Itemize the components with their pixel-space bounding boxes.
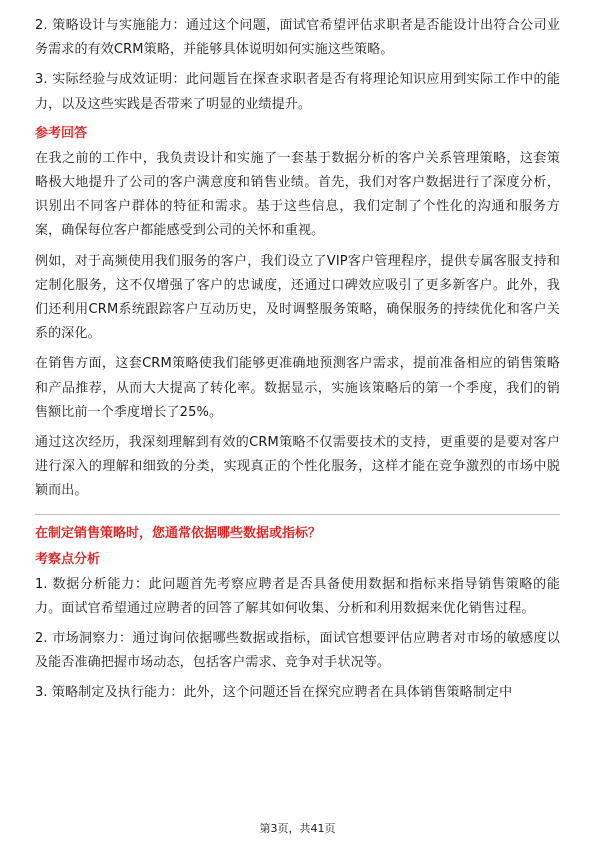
analysis-point: 2. 市场洞察力：通过询问依据哪些数据或指标，面试官想要评估应聘者对市场的敏感度以及能否准确把握市场动态，包括客户需求、竞争对手状况等。 [35,631,560,671]
analysis-point: 1. 数据分析能力：此问题首先考察应聘者是否具备使用数据和指标来指导销售策略的能力。面试官希望通过应聘者的回答了解其如何收集、分析和利用数据来优化销售过程。 [35,576,560,616]
answer-paragraph: 通过这次经历，我深刻理解到有效的CRM策略不仅需要技术的支持，更重要的是要对客户进行深入的理解和细致的分类，实现真正的个性化服务，这样才能在竞争激烈的市场中脱颖而出。 [35,435,560,499]
point-item: 2. 策略设计与实施能力：通过这个问题，面试官希望评估求职者是否能设计出符合公司业务需求的有效CRM策略，并能够具体说明如何实施这些策略。 [35,18,560,58]
top-points [35,14,560,504]
document-body [35,14,560,712]
reference-answer-heading: 参考回答 [35,125,88,141]
section-divider [35,514,560,515]
next-question-section [35,523,560,706]
analysis-point: 3. 策略制定及执行能力：此外，这个问题还旨在探究应聘者在具体销售策略制定中 [35,685,513,701]
answer-paragraph: 例如，对于高频使用我们服务的客户，我们设立了VIP客户管理程序，提供专属客服支持和定制化服务，这不仅增强了客户的忠诚度，还通过口碑效应吸引了更多新客户。此外，我们还利用CRM系统跟踪客户互动历史，及时调整服务策略，确保服务的持续优化和客户关系的深化。 [35,253,560,342]
page-number: 第3页，共41页 [259,822,336,835]
answer-paragraph: 在我之前的工作中，我负责设计和实施了一套基于数据分析的客户关系管理策略，这套策略极大地提升了公司的客户满意度和销售业绩。首先，我们对客户数据进行了深度分析，识别出不同客户群体的特征和需求。基于这些信息，我们定制了个性化的沟通和服务方案，确保每位客户都能感受到公司的关怀和重视。 [35,150,560,239]
point-item: 3. 实际经验与成效证明：此问题旨在探查求职者是否有将理论知识应用到实际工作中的能力，以及这些实践是否带来了明显的业绩提升。 [35,72,560,112]
answer-paragraph: 在销售方面，这套CRM策略使我们能够更准确地预测客户需求，提前准备相应的销售策略和产品推荐，从而大大提高了转化率。数据显示，实施该策略后的第一个季度，我们的销售额比前一个季度增长了25%。 [35,356,560,420]
analysis-heading: 考察点分析 [35,551,101,567]
question-title: 在制定销售策略时，您通常依据哪些数据或指标？ [35,525,322,541]
